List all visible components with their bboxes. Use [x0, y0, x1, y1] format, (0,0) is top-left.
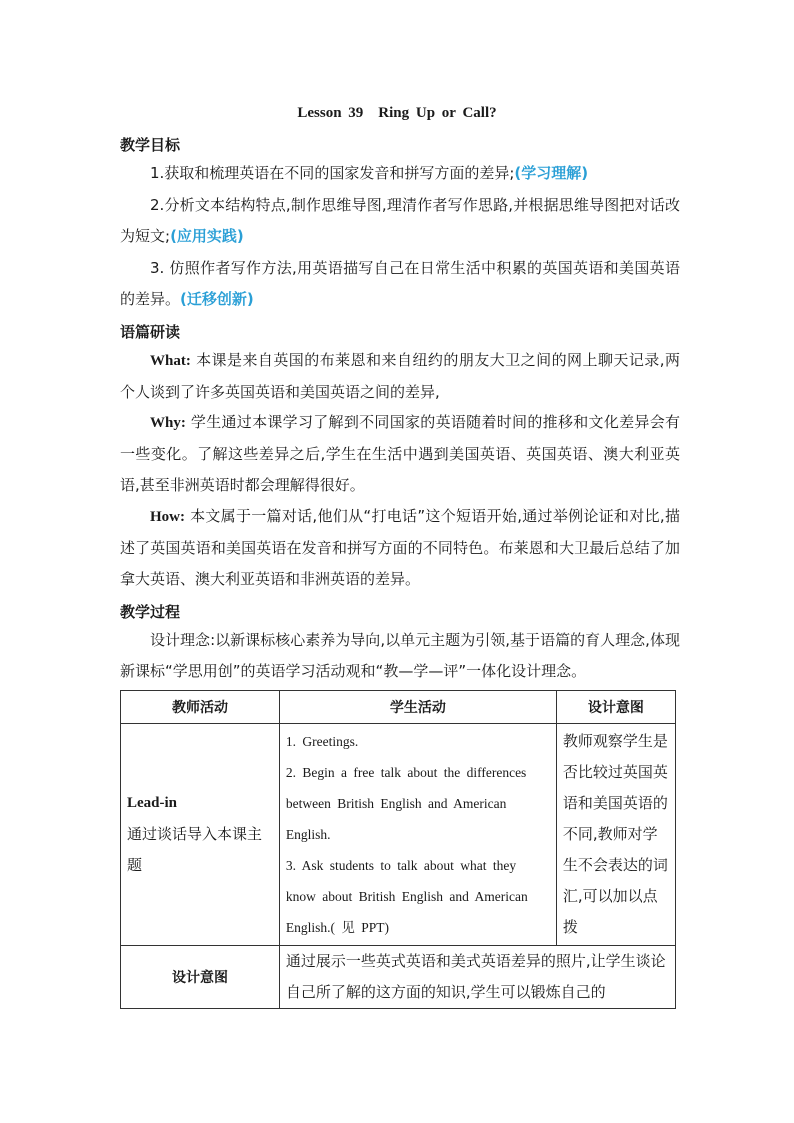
goal-2	[120, 190, 680, 252]
header-teacher-activity: 教师活动	[121, 691, 280, 724]
design-intent-text-cell	[279, 946, 675, 1009]
student-activity-3: 3. Ask students to talk about what they know about British English and American English.( 见 PPT)	[285, 858, 528, 935]
goal-1-tag: (学习理解)	[514, 164, 589, 182]
lesson-title: Lesson 39 Ring Up or Call?	[297, 105, 497, 121]
design-intent-text: 通过展示一些英式英语和美式英语差异的照片,让学生谈论自己所了解的这方面的知识,学生可以锻炼自己的	[285, 952, 666, 1001]
header-student-activity: 学生活动	[279, 691, 556, 724]
how-paragraph	[120, 501, 680, 595]
teacher-activity-cell	[121, 724, 280, 946]
what-label: What:	[150, 353, 191, 369]
goal-1	[120, 158, 680, 189]
process-table	[120, 690, 676, 1009]
table-row	[121, 946, 676, 1009]
design-concept: 设计理念:以新课标核心素养为导向,以单元主题为引领,基于语篇的育人理念,体现新课标“学思用创”的英语学习活动观和“教—学—评”一体化设计理念。	[120, 631, 680, 680]
student-activity-1: 1. Greetings.	[285, 734, 359, 749]
why-text: 学生通过本课学习了解到不同国家的英语随着时间的推移和文化差异会有一些变化。了解这些差异之后,学生在生活中遇到美国英语、英国英语、澳大利亚英语,甚至非洲英语时都会理解得很好。	[120, 413, 680, 494]
header-design-intent: 设计意图	[556, 691, 675, 724]
how-text: 本文属于一篇对话,他们从“打电话”这个短语开始,通过举例论证和对比,描述了英国英语和美国英语在发音和拼写方面的不同特色。布莱恩和大卫最后总结了加拿大英语、澳大利亚英语和非洲英语的差异。	[120, 507, 680, 588]
table-row	[121, 724, 676, 946]
why-label: Why:	[150, 415, 186, 431]
what-text: 本课是来自英国的布莱恩和来自纽约的朋友大卫之间的网上聊天记录,两个人谈到了许多英国英语和美国英语之间的差异,	[120, 351, 680, 401]
goal-3-text: 3. 仿照作者写作方法,用英语描写自己在日常生活中积累的英国英语和美国英语的差异。	[120, 259, 680, 308]
student-activity-2: 2. Begin a free talk about the differences between British English and American English.	[285, 765, 527, 842]
analysis-heading: 语篇研读	[120, 323, 181, 341]
goal-1-text: 1.获取和梳理英语在不同的国家发音和拼写方面的差异;	[150, 164, 515, 182]
process-heading: 教学过程	[120, 603, 181, 621]
design-intent-label: 设计意图	[121, 946, 280, 1009]
design-intent-cell: 教师观察学生是否比较过英国英语和美国英语的不同,教师对学生不会表达的词汇,可以加以点拨	[556, 724, 675, 946]
how-label: How:	[150, 509, 185, 525]
goal-3	[120, 253, 680, 315]
what-paragraph	[120, 345, 680, 408]
goals-heading: 教学目标	[120, 136, 181, 154]
table-header-row	[121, 691, 676, 724]
why-paragraph	[120, 407, 680, 501]
goal-2-tag: (应用实践)	[170, 227, 244, 245]
student-activity-cell	[279, 724, 556, 946]
goal-2-text: 2.分析文本结构特点,制作思维导图,理清作者写作思路,并根据思维导图把对话改为短文;	[120, 196, 680, 245]
lead-in-desc: 通过谈话导入本课主题	[127, 825, 263, 874]
lead-in-title: Lead-in	[127, 795, 178, 811]
goal-3-tag: (迁移创新)	[180, 290, 254, 308]
